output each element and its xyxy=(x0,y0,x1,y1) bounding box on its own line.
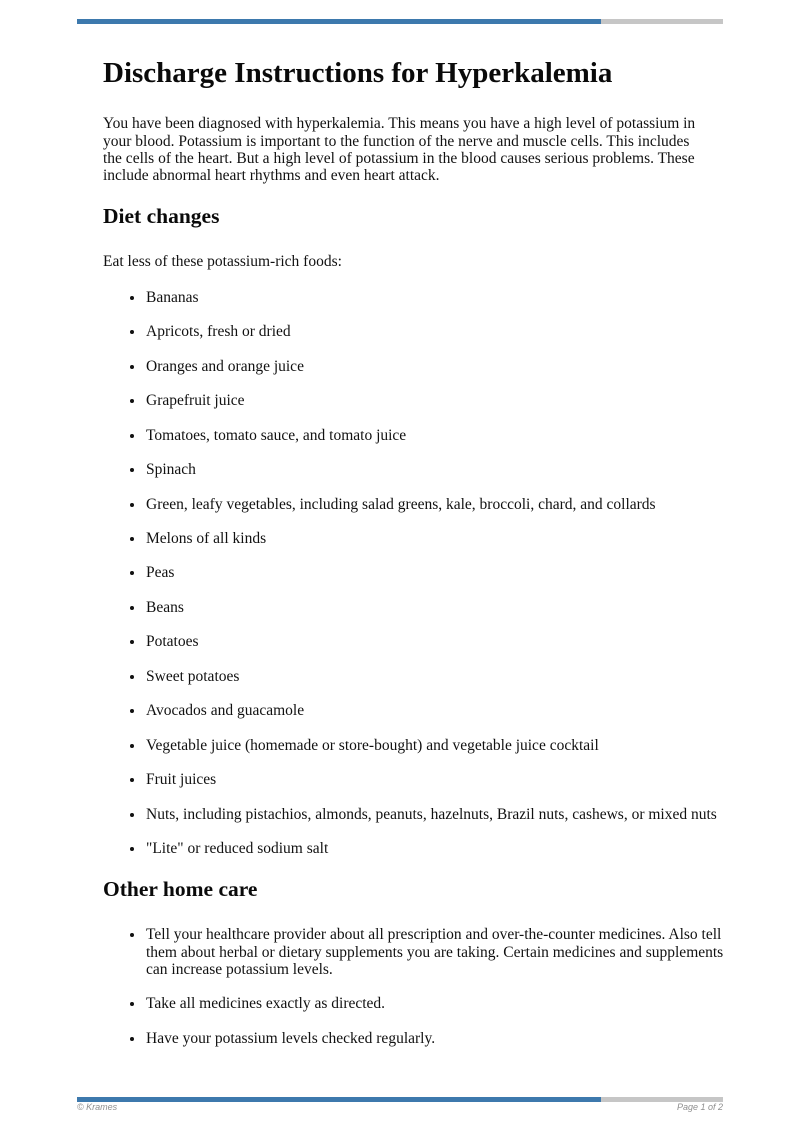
list-item: • Fruit juices xyxy=(145,771,731,788)
list-item: • Bananas xyxy=(145,289,731,306)
list-item: • Avocados and guacamole xyxy=(145,702,731,719)
list-item: • Grapefruit juice xyxy=(145,392,731,409)
top-rule xyxy=(77,19,723,24)
list-item: • Green, leafy vegetables, including salad greens, kale, broccoli, chard, and collards xyxy=(145,496,731,513)
list-item: • Beans xyxy=(145,599,731,616)
list-item: • Take all medicines exactly as directed. xyxy=(145,995,731,1012)
diet-bullet-list xyxy=(103,289,731,858)
list-item: • Potatoes xyxy=(145,633,731,650)
top-rule-accent xyxy=(77,19,601,24)
document-content xyxy=(103,57,724,1064)
diet-lead-text: Eat less of these potassium-rich foods: xyxy=(103,253,342,271)
page-title: Discharge Instructions for Hyperkalemia xyxy=(103,57,613,89)
list-item: • Tell your healthcare provider about all prescription and over-the-counter medicines. Also tell them about herbal or dietary supplements you are taking. Certain medicines and supplements can increase potassium levels. xyxy=(145,926,731,978)
list-item: • Melons of all kinds xyxy=(145,530,731,547)
list-item: • "Lite" or reduced sodium salt xyxy=(145,840,731,857)
section-heading-diet-changes: Diet changes xyxy=(103,203,220,228)
list-item: • Apricots, fresh or dried xyxy=(145,323,731,340)
page-footer xyxy=(77,1102,723,1112)
intro-paragraph: You have been diagnosed with hyperkalemia. This means you have a high level of potassium in your blood. Potassium is important to the function of the nerve and muscle cells. This includes the cells of the heart. But a high level of potassium in the blood causes serious problems. These include abnormal heart rhythms and even heart attack. xyxy=(103,115,696,185)
list-item: • Tomatoes, tomato sauce, and tomato juice xyxy=(145,427,731,444)
list-item: • Sweet potatoes xyxy=(145,668,731,685)
footer-page-number: Page 1 of 2 xyxy=(676,1102,723,1112)
list-item: • Vegetable juice (homemade or store-bought) and vegetable juice cocktail xyxy=(145,737,731,754)
list-item: • Oranges and orange juice xyxy=(145,358,731,375)
list-item: • Nuts, including pistachios, almonds, peanuts, hazelnuts, Brazil nuts, cashews, or mixed nuts xyxy=(145,806,731,823)
footer-copyright: © Krames xyxy=(77,1102,118,1112)
list-item: • Peas xyxy=(145,564,731,581)
section-heading-other-home-care: Other home care xyxy=(103,876,258,901)
list-item: • Spinach xyxy=(145,461,731,478)
home-care-bullet-list xyxy=(103,926,731,1047)
list-item: • Have your potassium levels checked regularly. xyxy=(145,1030,731,1047)
